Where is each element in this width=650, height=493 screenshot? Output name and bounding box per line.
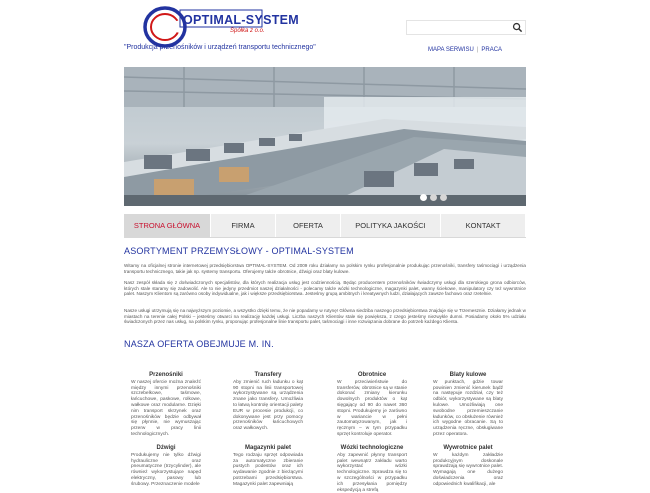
offer-title: Magazynki palet	[244, 445, 291, 451]
offer-ball-tables	[433, 373, 503, 438]
offer-title: Wózki technologiczne	[340, 445, 404, 451]
offer-conveyors	[131, 373, 201, 438]
offer-text: W przeciwieństwie do transferów, obrotnice są w stanie dokonać zmiany kierunku dowolnych produktów o kąt sięgający od 90 do nawet 360 stopni. Produkujemy je zarówno w wariancie w pełni zautomatyzowanym, jak i ręcznym – w tym przypadku sprzęt kontroluje operator.	[337, 379, 407, 437]
nav-contact[interactable]: KONTAKT	[441, 214, 526, 237]
slider-dot-1[interactable]	[420, 194, 427, 201]
search-icon[interactable]	[512, 22, 523, 33]
offer-pallet-magazines	[233, 446, 303, 488]
hero-banner[interactable]	[124, 67, 526, 206]
offer-title: Obrotnice	[357, 372, 387, 378]
offer-turntables	[337, 373, 407, 438]
offer-text: W każdym zakładzie produkcyjnym doskonale sprawdzają się wywrotnice palet. Wymagają one dużego doświadczenia oraz odpowiednich kwalifikacji, ale	[433, 452, 503, 487]
offer-text: W punktach, gdzie towar powinien zmienić kierunek bądź na następuje rozdział, czy też odbiór, wykorzystywane są blaty kulowe. Umożliwiają one swobodne przemieszczanie ładunków, co obsłużenie również ich wygodne obracanie. Są to urządzenia ręczne, obsługiwane przez operatora.	[433, 379, 503, 437]
offer-title: Dźwigi	[156, 445, 176, 451]
careers-link[interactable]: PRACA	[481, 47, 503, 53]
offer-text: Tego rodzaju sprzęt odpowiada za automatyczne zbieranie pustych podestów oraz ich wydawanie zgodnie z bieżącymi potrzebami przedsiębiorstwa. Magazynki palet zapewniają	[233, 452, 303, 487]
offer-heading: NASZA OFERTA OBEJMUJE M. IN.	[124, 339, 274, 349]
slider-dot-3[interactable]	[440, 194, 447, 201]
offer-text: Aby zmienić ruch ładunku o kąt 90 stopni na linii transportowej wykorzystywane są urządzenia znane jako transfery. Umożliwia to łatwą kontrolę orientacji palety EUR w procesie produkcji, co dokonywane jest przy pomocy przenośników łańcuchowych oraz wałkowych.	[233, 379, 303, 432]
conveyor-warehouse-photo	[124, 67, 526, 206]
search-box	[406, 20, 526, 35]
offer-text: W naszej ofercie można znaleźć między innymi przenośniki szczebelkowe, taśmowe, łańcuchowe, paskowe, rolkowe, wałkowe oraz modularne. Dzięki nim transport skrzynek oraz przenośników będzie odbywał się płynnie, nie wymuszając przerw w pracy linii technologicznych.	[131, 379, 201, 437]
company-logo[interactable]	[140, 5, 270, 49]
offer-text: Produkujemy nie tylko dźwigi hydrauliczne oraz pneumatyczne (trzycylinder), ale również wykorzystujące napęd elektryczny, pasowy lub śrubowy. Przeznaczenie modele	[131, 452, 201, 487]
offer-title: Blaty kulowe	[449, 372, 487, 378]
offer-transfers	[233, 373, 303, 432]
main-nav	[124, 214, 526, 238]
offer-text: Aby zapewnić płynny transport palet wewnątrz zakładu warto wykorzystać wózki technologiczne. Sprawdza się to w szczególności w przypadku ich przesyłania pomiędzy ekspedycją a strefą	[337, 452, 407, 493]
offer-pallet-tippers	[433, 446, 503, 488]
search-input[interactable]	[407, 26, 515, 39]
logo-subtitle: Spółka z o.o.	[230, 28, 265, 34]
nav-quality-policy[interactable]: POLITYKA JAKOŚCI	[341, 214, 441, 237]
tagline: "Produkcja przenośników i urządzeń transportu technicznego"	[124, 44, 316, 51]
page-title: ASORTYMENT PRZEMYSŁOWY - OPTIMAL-SYSTEM	[124, 246, 354, 256]
logo-name: OPTIMAL-SYSTEM	[183, 13, 300, 27]
offer-title: Transfery	[254, 372, 282, 378]
team-paragraph: Nasz zespół składa się z doświadczonych specjalistów, dla których realizacja usług jest codziennością. Będąc producentem przenośników świadczymy usługi dla szerokiego grona odbiorców, których stale staramy się zadowolić. Ale to nie jedyny przedmiot naszej działalności - polecamy także wózki technologiczne, magazynki palet, wanny ściekowe, manipulatory czy też wywrotnice palet. Naszym Klientom są zarówno osoby indywidualne, jak i większe przedsiębiorstwa. Jesteśmy grupą ambitnych i kreatywnych ludzi, działających zawsze fachowo oraz rzetelnie.	[124, 280, 526, 297]
offer-title: Wywrotnice palet	[443, 445, 493, 451]
site-map-link[interactable]: MAPA SERWISU	[428, 47, 474, 53]
offer-technological-carts	[337, 446, 407, 493]
nav-home[interactable]: STRONA GŁÓWNA	[124, 214, 211, 237]
slider-dots	[420, 188, 450, 206]
services-paragraph: Nasze usługi utrzymują się na najwyższym poziomie, a wszystko dzięki temu, że nie popadamy w rutynę! Główna siedziba naszego przedsiębiorstwa znajduje się w Trzemesznie. Działamy jednak w miastach na terenie całej Polski – jesteśmy otwarci na realizację każdej usługi. Liczba naszych Klientów stale się powiększa, z czego jesteśmy niezwykle dumni. Posiadamy około 5% udziału świadczonych przez nas usług, na polskim rynku, proponując profesjonalne linie transportu palet, taśmociągi i inne rozwiązania dobrane do potrzeb każdego Klienta.	[124, 308, 526, 325]
nav-offer[interactable]: OFERTA	[276, 214, 341, 237]
slider-dot-2[interactable]	[430, 194, 437, 201]
intro-paragraph: Witamy na oficjalnej stronie internetowej przedsiębiorstwa OPTIMAL-SYSTEM. Od 2009 roku działamy na polskim rynku profesjonalnie produkując przenośniki, transfery taśmociągi i urządzenia transportu technicznego, takie jak np. systemy transportu. Oferujemy także obrotnice, dźwigi oraz blaty kulowe.	[124, 263, 526, 274]
nav-company[interactable]: FIRMA	[211, 214, 276, 237]
offer-title: Przenośniki	[149, 372, 183, 378]
offer-lifts	[131, 446, 201, 488]
link-separator: |	[476, 47, 479, 53]
top-links	[428, 47, 502, 53]
